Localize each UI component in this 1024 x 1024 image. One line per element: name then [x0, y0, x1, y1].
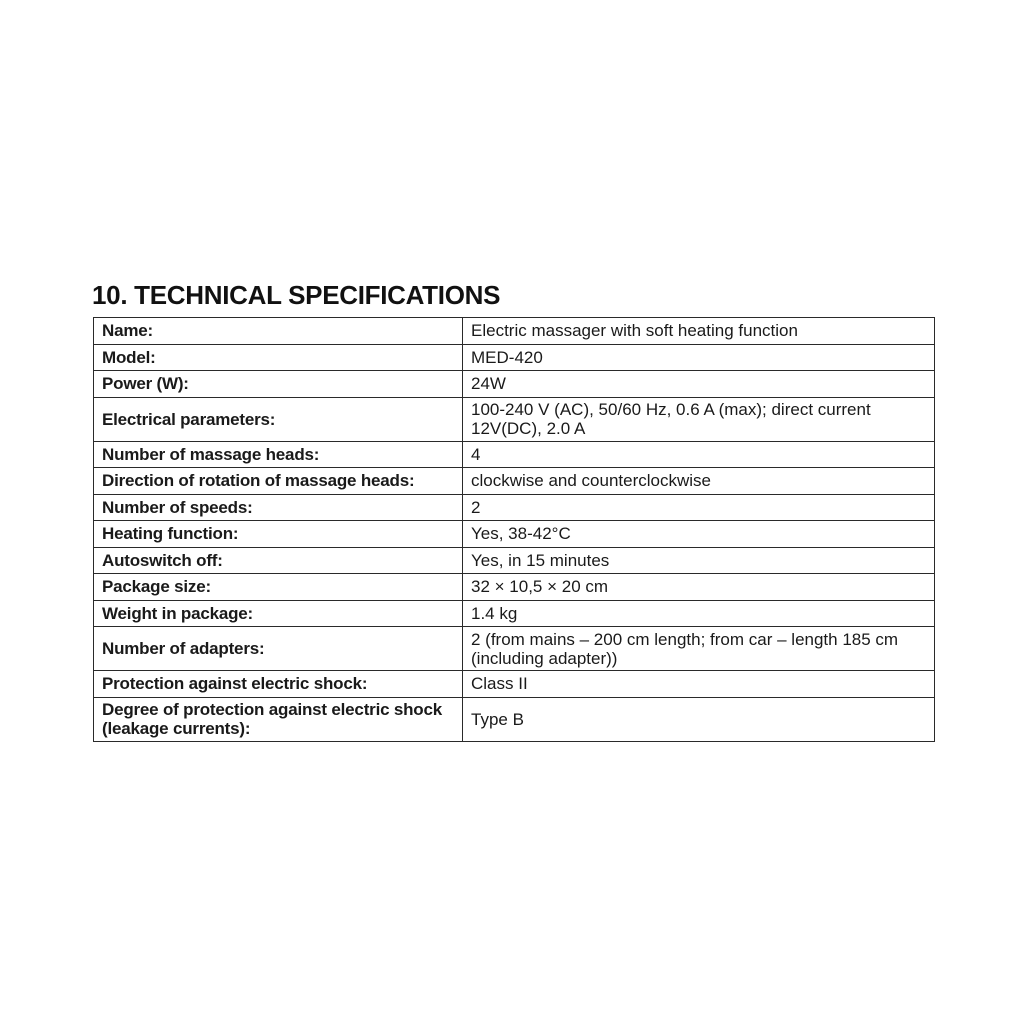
table-row	[94, 494, 935, 521]
table-row	[94, 441, 935, 468]
table-row	[94, 397, 935, 441]
spec-value-name: Electric massager with soft heating function	[463, 318, 935, 345]
spec-value-rotation-direction: clockwise and counterclockwise	[463, 468, 935, 495]
spec-label-electrical-parameters: Electrical parameters:	[94, 397, 463, 441]
specifications-table-body	[94, 318, 935, 742]
spec-value-autoswitch-off: Yes, in 15 minutes	[463, 547, 935, 574]
spec-value-weight: 1.4 kg	[463, 600, 935, 627]
table-row	[94, 318, 935, 345]
spec-value-package-size: 32 × 10,5 × 20 cm	[463, 574, 935, 601]
spec-value-adapters: 2 (from mains – 200 cm length; from car – length 185 cm (including adapter))	[463, 627, 935, 671]
spec-value-leakage-protection: Type B	[463, 697, 935, 741]
table-row	[94, 468, 935, 495]
table-row	[94, 521, 935, 548]
spec-label-name: Name:	[94, 318, 463, 345]
table-row	[94, 344, 935, 371]
table-row	[94, 627, 935, 671]
spec-label-shock-protection: Protection against electric shock:	[94, 671, 463, 698]
table-row	[94, 574, 935, 601]
table-row	[94, 697, 935, 741]
spec-value-massage-heads: 4	[463, 441, 935, 468]
spec-value-power: 24W	[463, 371, 935, 398]
spec-value-speeds: 2	[463, 494, 935, 521]
table-row	[94, 671, 935, 698]
table-row	[94, 371, 935, 398]
spec-label-massage-heads: Number of massage heads:	[94, 441, 463, 468]
table-row	[94, 600, 935, 627]
spec-label-speeds: Number of speeds:	[94, 494, 463, 521]
spec-label-leakage-protection: Degree of protection against electric shock (leakage currents):	[94, 697, 463, 741]
spec-value-electrical-parameters: 100-240 V (AC), 50/60 Hz, 0.6 A (max); direct current 12V(DC), 2.0 A	[463, 397, 935, 441]
spec-label-model: Model:	[94, 344, 463, 371]
section-title: 10. TECHNICAL SPECIFICATIONS	[92, 280, 501, 310]
table-row	[94, 547, 935, 574]
spec-label-heating-function: Heating function:	[94, 521, 463, 548]
spec-label-autoswitch-off: Autoswitch off:	[94, 547, 463, 574]
spec-label-package-size: Package size:	[94, 574, 463, 601]
specifications-table	[93, 317, 935, 742]
spec-value-heating-function: Yes, 38-42°C	[463, 521, 935, 548]
spec-label-rotation-direction: Direction of rotation of massage heads:	[94, 468, 463, 495]
spec-value-model: MED-420	[463, 344, 935, 371]
spec-label-power: Power (W):	[94, 371, 463, 398]
spec-label-adapters: Number of adapters:	[94, 627, 463, 671]
spec-label-weight: Weight in package:	[94, 600, 463, 627]
spec-value-shock-protection: Class II	[463, 671, 935, 698]
